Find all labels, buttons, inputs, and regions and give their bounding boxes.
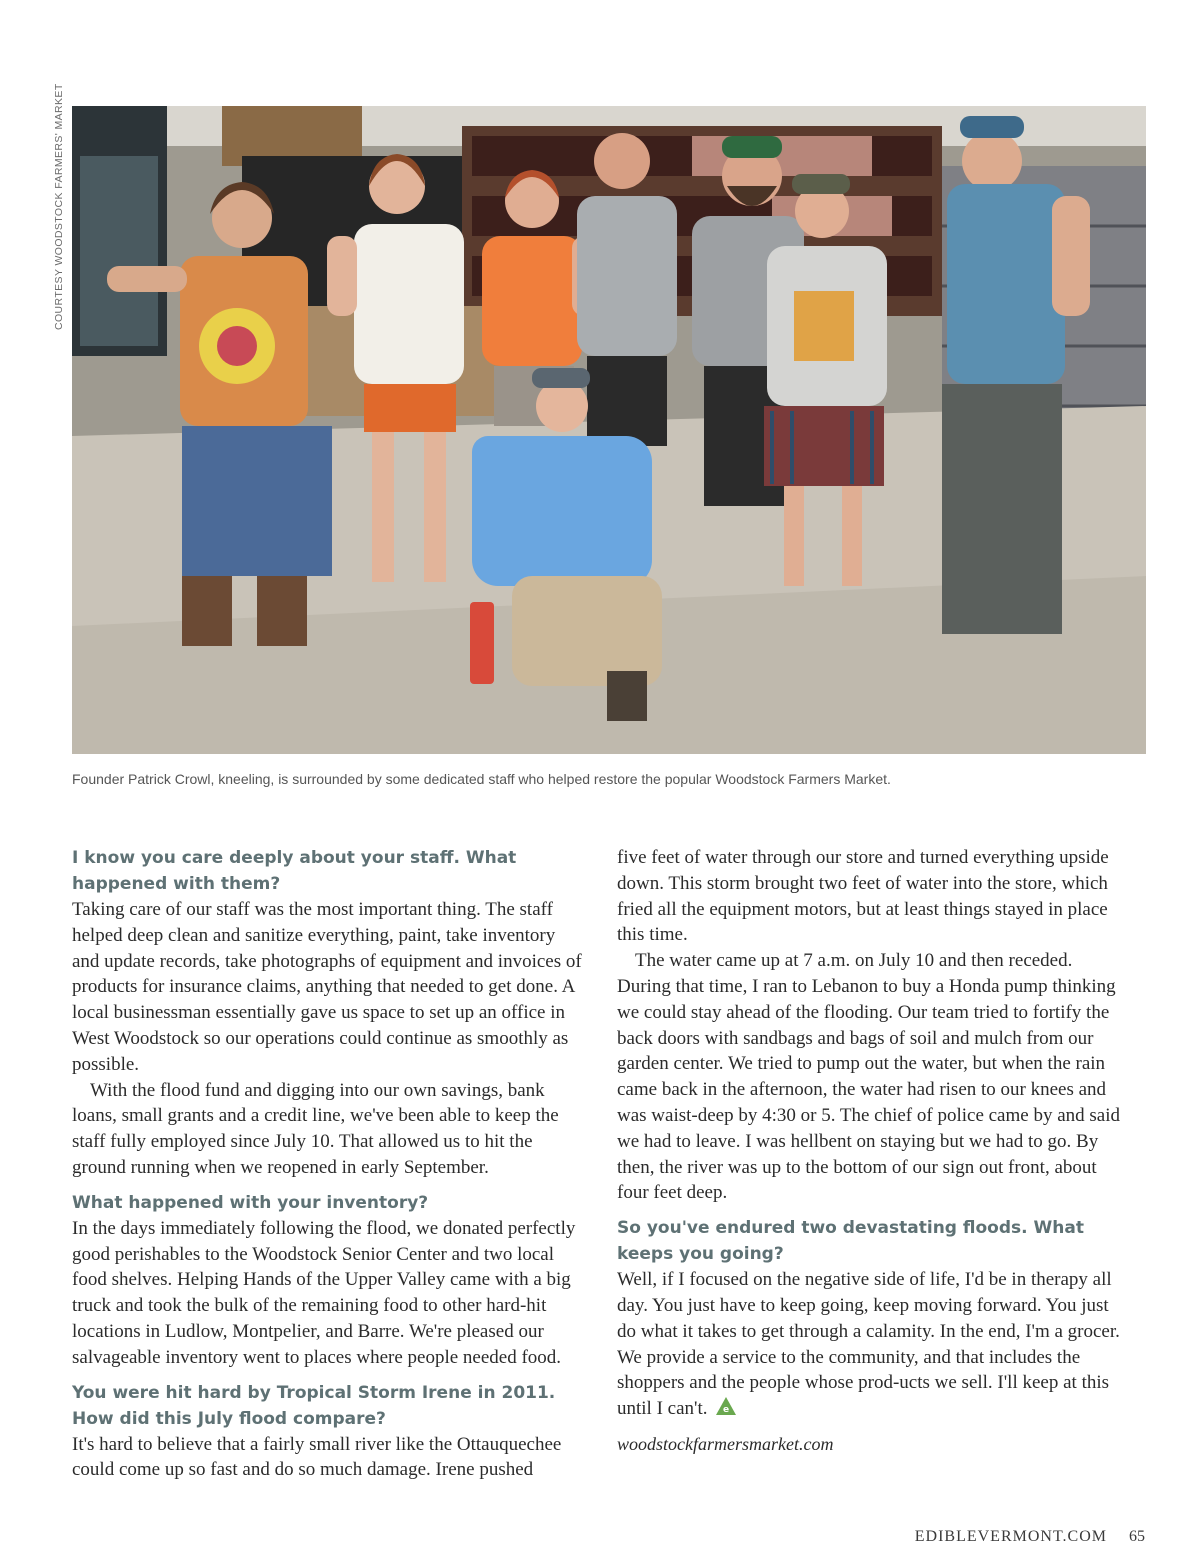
question-heading: You were hit hard by Tropical Storm Irene in 2011. How did this July flood compare? bbox=[72, 1382, 556, 1429]
question-heading: I know you care deeply about your staff. What happened with them? bbox=[72, 848, 517, 894]
answer-paragraph: The water came up at 7 a.m. on July 10 and then receded. During that time, I ran to Lebanon to buy a Honda pump thinking we could stay ahead of the flooding. Our team tried to fortify the back doors with sandbags and bags of soil and mulch from our garden center. We tried to pump out the water, but when the rain came back in the afternoon, the water had risen to our knees and was waist-deep by 4:30 or 5. The chief of police came by and said we had to leave. I was hellbent on staying but we had to go. By then, the river was up to the bottom of our sign out front, about four feet deep. bbox=[617, 950, 1120, 1204]
staff-group-photo bbox=[72, 106, 1146, 754]
answer-paragraph: five feet of water through our store and turned everything upside down. This storm brought two feet of water into the store, which fried all the equipment motors, but at least things stayed in place this time. bbox=[617, 847, 1109, 946]
page-number: 65 bbox=[1129, 1528, 1145, 1545]
page-footer bbox=[915, 1528, 1145, 1546]
right-column bbox=[617, 845, 1129, 1455]
answer-paragraph: In the days immediately following the flood, we donated perfectly good perishables to the Woodstock Senior Center and two local food shelves. Helping Hands of the Upper Valley came with a big truck and took the bulk of the remaining food to other hard-hit locations in Ludlow, Montpelier, and Barre. We're pleased our salvageable inventory went to places where people needed food. bbox=[72, 1217, 576, 1368]
answer-paragraph bbox=[617, 1267, 1129, 1422]
answer-text: Well, if I focused on the negative side of life, I'd be in therapy all day. You just have to keep going, keep moving forward. You just do what it takes to get through a calamity. In the end, I'm a grocer. We provide a service to the community, and that includes the shoppers and the people whose prod-ucts we sell. I'll keep at this until I can't. bbox=[617, 1269, 1120, 1420]
question-heading: So you've endured two devastating floods. What keeps you going? bbox=[617, 1218, 1084, 1265]
footer-site: EDIBLEVERMONT.COM bbox=[914, 1528, 1107, 1545]
question-heading: What happened with your inventory? bbox=[72, 1192, 429, 1213]
edible-logo-icon bbox=[715, 1396, 737, 1416]
svg-text:e: e bbox=[723, 1405, 730, 1416]
photo-caption: Founder Patrick Crowl, kneeling, is surrounded by some dedicated staff who helped restore the popular Woodstock Farmers Market. bbox=[72, 771, 891, 787]
answer-paragraph: With the flood fund and digging into our own savings, bank loans, small grants and a credit line, we've been able to keep the staff fully employed since July 10. That allowed us to hit the ground running when we reopened in early September. bbox=[72, 1079, 559, 1178]
photo-credit: COURTESY WOODSTOCK FARMERS' MARKET bbox=[53, 83, 65, 330]
answer-paragraph: It's hard to believe that a fairly small river like the Ottauquechee could come up so fast and do so much damage. Irene pushed bbox=[72, 1433, 562, 1481]
left-column bbox=[72, 845, 584, 1483]
website-link[interactable]: woodstockfarmersmarket.com bbox=[617, 1433, 834, 1454]
answer-paragraph: Taking care of our staff was the most important thing. The staff helped deep clean and sanitize everything, paint, take inventory and update records, take photographs of equipment and invoices of products for insurance claims, anything that needed to get done. A local businessman essentially gave us space to set up an office in West Woodstock so our operations could continue as smoothly as possible. bbox=[72, 899, 582, 1075]
